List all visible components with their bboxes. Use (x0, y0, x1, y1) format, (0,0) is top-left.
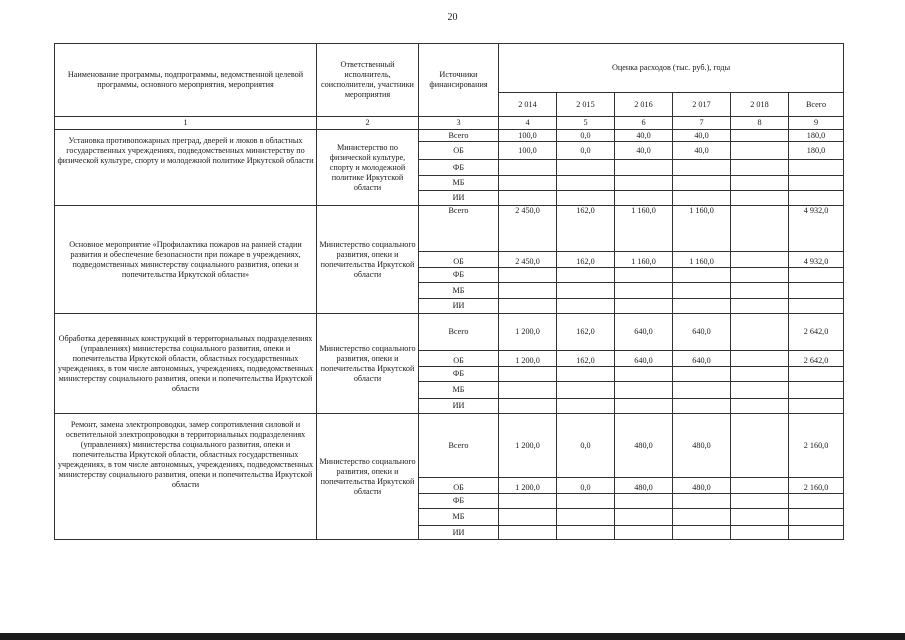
year-value-cell (499, 191, 557, 206)
year-value-cell: 480,0 (615, 414, 673, 478)
funding-source: ФБ (419, 494, 499, 509)
year-value-cell (731, 283, 789, 299)
column-number: 3 (419, 117, 499, 130)
year-value-cell (673, 160, 731, 176)
total-cell: 2 642,0 (789, 314, 844, 351)
year-value-cell (673, 268, 731, 283)
total-cell (789, 526, 844, 540)
total-cell: 2 160,0 (789, 478, 844, 494)
year-value-cell (557, 299, 615, 314)
year-value-cell (499, 176, 557, 191)
table-row (55, 206, 844, 252)
year-value-cell (615, 509, 673, 526)
column-number: 7 (673, 117, 731, 130)
year-value-cell (499, 160, 557, 176)
funding-source: ФБ (419, 268, 499, 283)
year-value-cell: 0,0 (557, 142, 615, 160)
year-value-cell: 100,0 (499, 130, 557, 142)
measure-name: Установка противопожарных преград, дверей и люков в областных государственных учреждениях, подведомственных министерству по физической культуре, спорту и молодежной политике Иркутской области (55, 130, 317, 206)
year-value-cell (731, 351, 789, 367)
year-value-cell: 2 450,0 (499, 252, 557, 268)
year-value-cell: 1 200,0 (499, 478, 557, 494)
year-value-cell (731, 399, 789, 414)
year-value-cell: 162,0 (557, 351, 615, 367)
year-value-cell (615, 382, 673, 399)
total-cell (789, 160, 844, 176)
year-value-cell (731, 382, 789, 399)
header-year: 2 014 (499, 93, 557, 117)
year-value-cell: 40,0 (673, 142, 731, 160)
year-value-cell (673, 299, 731, 314)
total-cell: 2 160,0 (789, 414, 844, 478)
year-value-cell (557, 160, 615, 176)
year-value-cell (557, 382, 615, 399)
year-value-cell (731, 494, 789, 509)
total-cell (789, 494, 844, 509)
year-value-cell: 1 160,0 (673, 206, 731, 252)
year-value-cell (557, 494, 615, 509)
year-value-cell (557, 268, 615, 283)
year-value-cell (557, 191, 615, 206)
funding-source: ОБ (419, 478, 499, 494)
year-value-cell (557, 283, 615, 299)
funding-source: ИИ (419, 191, 499, 206)
year-value-cell (499, 268, 557, 283)
year-value-cell (731, 268, 789, 283)
year-value-cell (731, 367, 789, 382)
year-value-cell (557, 399, 615, 414)
column-number: 6 (615, 117, 673, 130)
header-name: Наименование программы, подпрограммы, ведомственной целевой программы, основного мероприятия, мероприятия (55, 44, 317, 117)
executor: Министерство социального развития, опеки и попечительства Иркутской области (317, 206, 419, 314)
total-cell (789, 299, 844, 314)
table-row (55, 414, 844, 478)
column-number: 8 (731, 117, 789, 130)
year-value-cell (557, 509, 615, 526)
year-value-cell (615, 367, 673, 382)
year-value-cell (731, 299, 789, 314)
total-cell (789, 283, 844, 299)
total-cell (789, 367, 844, 382)
year-value-cell: 40,0 (673, 130, 731, 142)
year-value-cell (673, 526, 731, 540)
year-value-cell: 0,0 (557, 478, 615, 494)
funding-source: ФБ (419, 367, 499, 382)
measure-name: Ремонт, замена электропроводки, замер сопротивления силовой и осветительной электропроводки в территориальных подразделениях (управлениях) министерства социального развития, опеки и попечительства Иркутской области, областных государственных учреждениях, в том числе автономных, учреждениях, подведомственных министерству социального развития, опеки и попечительства Иркутской области (55, 414, 317, 540)
year-value-cell (731, 314, 789, 351)
header-sources: Источники финансирования (419, 44, 499, 117)
funding-source: ИИ (419, 399, 499, 414)
funding-source: Всего (419, 314, 499, 351)
year-value-cell (731, 414, 789, 478)
table-row (55, 130, 844, 142)
column-number: 9 (789, 117, 844, 130)
year-value-cell (731, 142, 789, 160)
measure-name: Обработка деревянных конструкций в территориальных подразделениях (управлениях) министерства социального развития, опеки и попечительства Иркутской области, областных государственных учреждениях, в том числе автономных, учреждениях, подведомственных министерству социального развития, опеки и попечительства Иркутской области (55, 314, 317, 414)
executor: Министерство социального развития, опеки и попечительства Иркутской области (317, 314, 419, 414)
column-number: 1 (55, 117, 317, 130)
year-value-cell (615, 160, 673, 176)
header-executor: Ответственный исполнитель, соисполнители, участники мероприятия (317, 44, 419, 117)
year-value-cell: 640,0 (673, 351, 731, 367)
year-value-cell (615, 494, 673, 509)
funding-source: Всего (419, 130, 499, 142)
year-value-cell (731, 191, 789, 206)
header-costs: Оценка расходов (тыс. руб.), годы (499, 44, 844, 93)
header-year: 2 015 (557, 93, 615, 117)
year-value-cell (673, 367, 731, 382)
year-value-cell: 100,0 (499, 142, 557, 160)
year-value-cell (499, 526, 557, 540)
year-value-cell (615, 176, 673, 191)
year-value-cell: 40,0 (615, 142, 673, 160)
funding-source: ОБ (419, 252, 499, 268)
column-number-row (55, 117, 844, 130)
year-value-cell: 640,0 (615, 314, 673, 351)
total-cell: 180,0 (789, 142, 844, 160)
total-cell (789, 191, 844, 206)
year-value-cell: 2 450,0 (499, 206, 557, 252)
year-value-cell (557, 526, 615, 540)
year-value-cell (673, 494, 731, 509)
year-value-cell (673, 399, 731, 414)
year-value-cell (673, 191, 731, 206)
year-value-cell (731, 526, 789, 540)
funding-source: МБ (419, 283, 499, 299)
year-value-cell: 480,0 (673, 414, 731, 478)
measure-name: Основное мероприятие «Профилактика пожаров на ранней стадии развития и обеспечение безопасности при пожаре в учреждениях, подведомственных министерству социального развития, опеки и попечительства Иркутской области» (55, 206, 317, 314)
header-year: 2 018 (731, 93, 789, 117)
scan-edge (0, 633, 905, 640)
year-value-cell (557, 176, 615, 191)
total-cell: 2 642,0 (789, 351, 844, 367)
year-value-cell (499, 283, 557, 299)
year-value-cell (731, 176, 789, 191)
year-value-cell (731, 160, 789, 176)
year-value-cell (673, 176, 731, 191)
funding-source: МБ (419, 509, 499, 526)
year-value-cell: 40,0 (615, 130, 673, 142)
total-cell (789, 399, 844, 414)
funding-source: ФБ (419, 160, 499, 176)
year-value-cell: 1 200,0 (499, 314, 557, 351)
year-value-cell: 0,0 (557, 414, 615, 478)
budget-table (54, 43, 844, 540)
year-value-cell: 162,0 (557, 314, 615, 351)
page-number: 20 (447, 12, 458, 23)
year-value-cell (731, 130, 789, 142)
funding-source: ИИ (419, 299, 499, 314)
total-cell: 180,0 (789, 130, 844, 142)
year-value-cell: 1 160,0 (673, 252, 731, 268)
total-cell (789, 382, 844, 399)
year-value-cell (731, 252, 789, 268)
header-total: Всего (789, 93, 844, 117)
header-row (55, 44, 844, 93)
column-number: 4 (499, 117, 557, 130)
total-cell (789, 268, 844, 283)
year-value-cell (499, 399, 557, 414)
funding-source: ИИ (419, 526, 499, 540)
total-cell (789, 176, 844, 191)
header-year: 2 017 (673, 93, 731, 117)
year-value-cell (615, 191, 673, 206)
year-value-cell (499, 382, 557, 399)
year-value-cell: 640,0 (673, 314, 731, 351)
year-value-cell (615, 283, 673, 299)
year-value-cell: 0,0 (557, 130, 615, 142)
year-value-cell (499, 509, 557, 526)
table-row (55, 314, 844, 351)
funding-source: Всего (419, 414, 499, 478)
column-number: 5 (557, 117, 615, 130)
year-value-cell: 480,0 (673, 478, 731, 494)
year-value-cell: 1 200,0 (499, 351, 557, 367)
header-year: 2 016 (615, 93, 673, 117)
year-value-cell (673, 283, 731, 299)
funding-source: МБ (419, 382, 499, 399)
funding-source: ОБ (419, 351, 499, 367)
executor: Министерство по физической культуре, спорту и молодежной политике Иркутской области (317, 130, 419, 206)
year-value-cell (615, 299, 673, 314)
executor: Министерство социального развития, опеки и попечительства Иркутской области (317, 414, 419, 540)
funding-source: МБ (419, 176, 499, 191)
year-value-cell (615, 268, 673, 283)
year-value-cell: 480,0 (615, 478, 673, 494)
year-value-cell (673, 509, 731, 526)
column-number: 2 (317, 117, 419, 130)
year-value-cell: 1 160,0 (615, 252, 673, 268)
year-value-cell: 162,0 (557, 252, 615, 268)
year-value-cell (499, 299, 557, 314)
year-value-cell: 1 160,0 (615, 206, 673, 252)
total-cell: 4 932,0 (789, 206, 844, 252)
year-value-cell (731, 206, 789, 252)
funding-source: ОБ (419, 142, 499, 160)
total-cell (789, 509, 844, 526)
year-value-cell: 162,0 (557, 206, 615, 252)
year-value-cell (615, 399, 673, 414)
year-value-cell (731, 478, 789, 494)
year-value-cell: 1 200,0 (499, 414, 557, 478)
year-value-cell: 640,0 (615, 351, 673, 367)
year-value-cell (499, 494, 557, 509)
year-value-cell (731, 509, 789, 526)
year-value-cell (673, 382, 731, 399)
total-cell: 4 932,0 (789, 252, 844, 268)
year-value-cell (557, 367, 615, 382)
year-value-cell (615, 526, 673, 540)
year-value-cell (499, 367, 557, 382)
funding-source: Всего (419, 206, 499, 252)
